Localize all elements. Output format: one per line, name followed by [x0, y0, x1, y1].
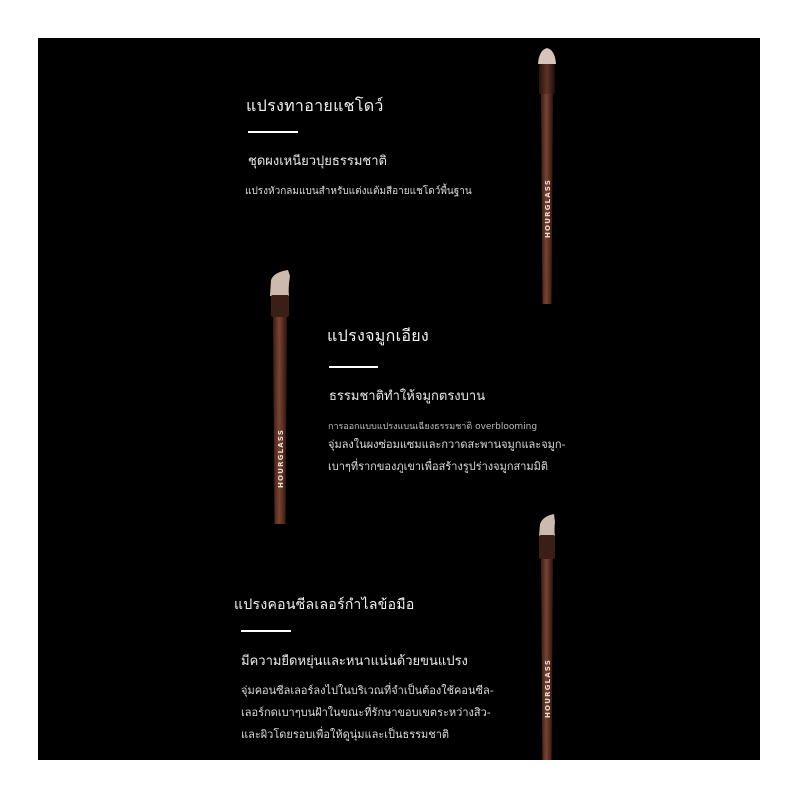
section-description-line: จุ่มลงในผงซ่อมแซมและกวาดสะพานจมูกและจมูก- [328, 438, 566, 451]
section-title: แปรงคอนซีลเลอร์กำไลข้อมือ [234, 597, 415, 613]
section-title: แปรงจมูกเอียง [327, 326, 430, 345]
section-note: การออกแบบแปรงแบนเฉียงธรรมชาติ overblooming [328, 422, 538, 432]
eyeshadow-brush-image [532, 38, 562, 276]
concealer-brush-image [532, 510, 562, 760]
section-subtitle: มีความยืดหยุ่นและหนาแน่นด้วยขนแปรง [241, 654, 468, 669]
bristle-tip [538, 48, 556, 64]
brush-ferrule [539, 535, 555, 559]
brush-ferrule [539, 64, 555, 94]
brand-label: HOURGLASS [544, 658, 552, 718]
section-title: แปรงทาอายแชโดว์ [246, 96, 384, 115]
section-subtitle: ชุดผงเหนียวปุยธรรมชาติ [248, 154, 387, 169]
section-description-line: จุ่มคอนซีลเลอร์ลงไปในบริเวณที่จำเป็นต้องใช้คอนซีล- [241, 684, 494, 697]
title-underline [329, 366, 378, 368]
brand-label: HOURGLASS [544, 178, 552, 238]
section-description-line: เลอร์กดเบาๆบนฝ้าในขณะที่รักษาขอบเขตระหว่างสิว- [241, 706, 491, 719]
title-underline [248, 131, 298, 133]
section-description-line: เบาๆที่รากของภูเขาเพื่อสร้างรูปร่างจมูกสามมิติ [328, 460, 549, 473]
product-canvas [38, 38, 760, 760]
section-subtitle: ธรรมชาติทำให้จมูกตรงบาน [329, 389, 486, 404]
brand-label: HOURGLASS [277, 428, 285, 488]
brush-handle [273, 317, 287, 524]
bristle-tip [539, 514, 555, 536]
section-description: แปรงหัวกลมแบนสำหรับแต่งแต้มสีอายแชโดว์พื้นฐาน [245, 186, 472, 197]
bristle-tip [270, 270, 290, 296]
section-description-line: และผิวโดยรอบเพื่อให้ดูนุ่มและเป็นธรรมชาติ [241, 728, 450, 741]
brush-ferrule [271, 295, 289, 317]
angled-nose-brush-image [264, 266, 298, 526]
title-underline [241, 630, 291, 632]
